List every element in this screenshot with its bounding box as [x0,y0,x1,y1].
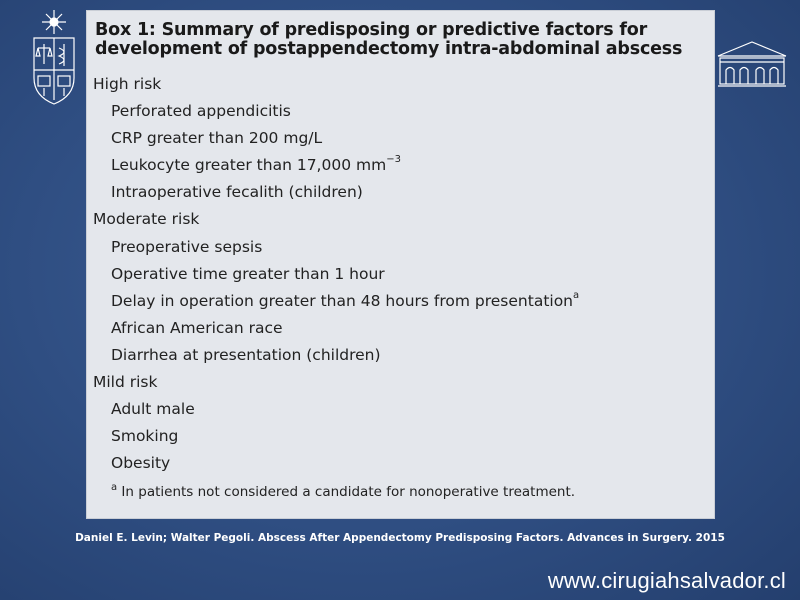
hospital-building-icon [716,38,788,88]
list-item: Perforated appendicitis [111,102,291,120]
group-label-moderate-risk: Moderate risk [93,210,200,228]
list-item [111,156,401,174]
list-item: Obesity [111,454,171,472]
list-item [111,292,579,310]
superscript: −3 [386,154,401,165]
summary-box [86,10,715,519]
box-title [95,21,705,59]
footnote-marker: a [111,482,118,493]
superscript: a [573,290,580,301]
box-title-line-1: Box 1: Summary of predisposing or predictive factors for [95,20,648,40]
list-item-text: Leukocyte greater than 17,000 mm [111,156,387,174]
list-item: African American race [111,319,283,337]
university-crest-icon [28,8,80,108]
list-item: Adult male [111,400,195,418]
list-item: Preoperative sepsis [111,238,263,256]
website-url: www.cirugiahsalvador.cl [547,568,786,593]
list-item: CRP greater than 200 mg/L [111,129,323,147]
list-item-text: Delay in operation greater than 48 hours from presentation [111,292,574,310]
citation: Daniel E. Levin; Walter Pegoli. Abscess After Appendectomy Predisposing Factors. Advances in Surgery. 2015 [75,532,725,544]
list-item: Operative time greater than 1 hour [111,265,385,283]
list-item: Intraoperative fecalith (children) [111,183,363,201]
list-item: Diarrhea at presentation (children) [111,346,381,364]
box-title-line-2: development of postappendectomy intra-abdominal abscess [95,39,683,59]
group-label-high-risk: High risk [93,75,162,93]
footnote-text: In patients not considered a candidate for nonoperative treatment. [117,484,576,500]
list-item: Smoking [111,427,179,445]
footnote [111,484,575,500]
group-label-mild-risk: Mild risk [93,373,158,391]
